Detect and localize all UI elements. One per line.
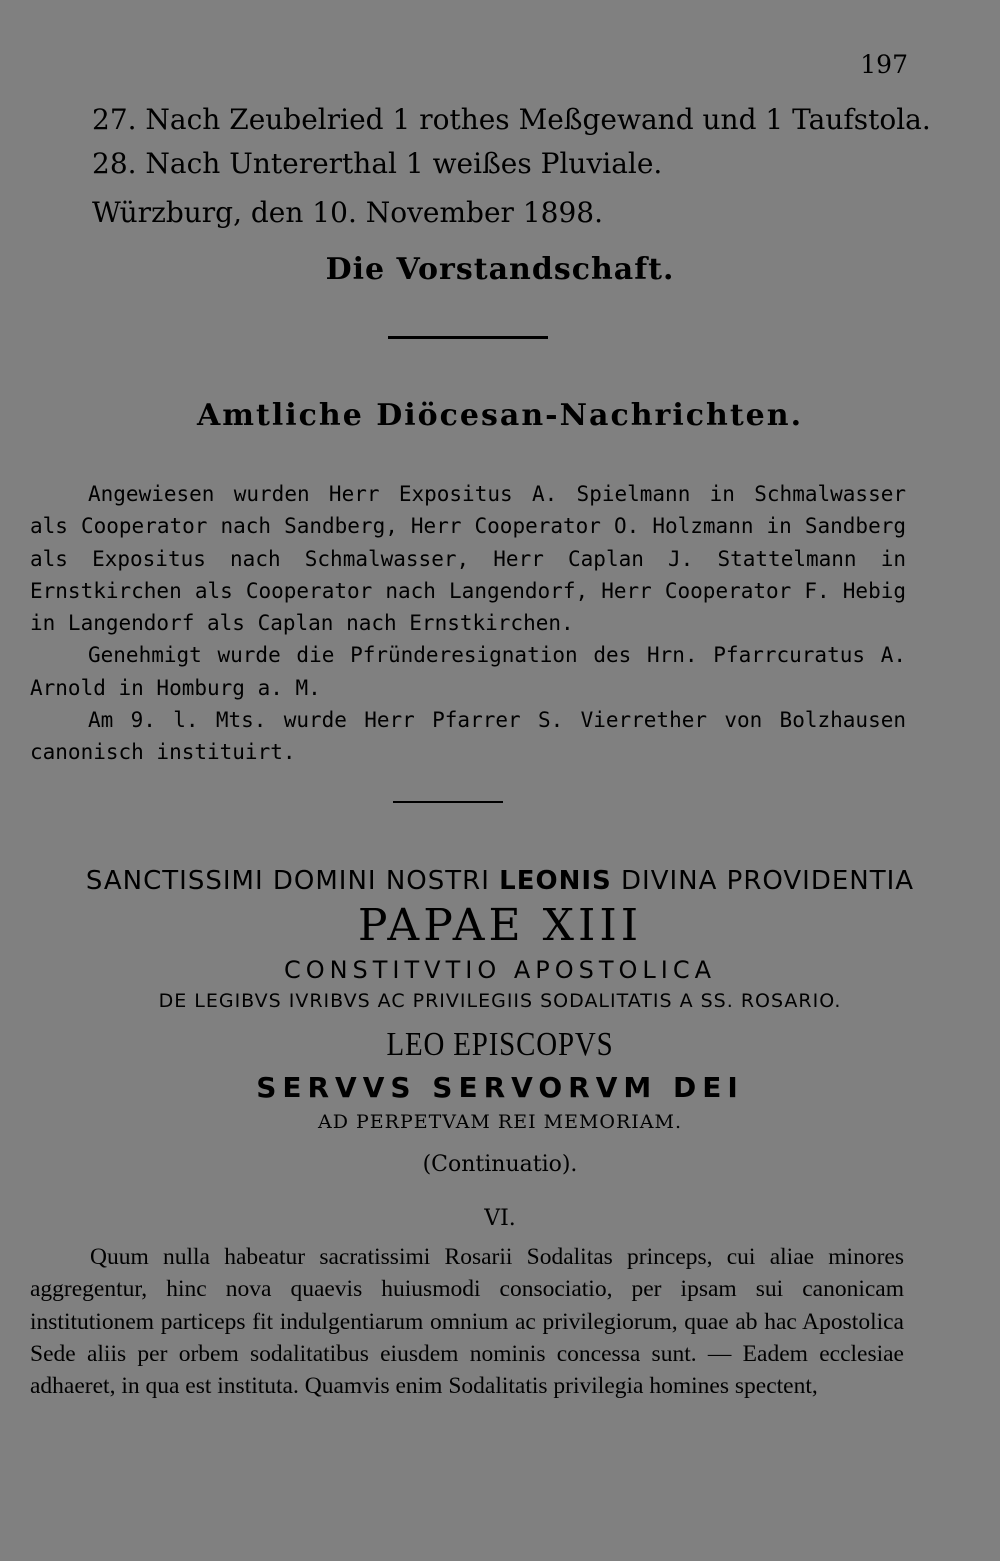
ad-perpetuam: AD PERPETVAM REI MEMORIAM.	[317, 1111, 683, 1133]
signature: Die Vorstandschaft.	[325, 252, 675, 287]
latin-body	[30, 1241, 904, 1402]
constitution-title-line	[0, 866, 1000, 896]
servus-servorum: SERVVS SERVORVM DEI	[256, 1071, 744, 1104]
dateline: Würzburg, den 10. November 1898.	[92, 196, 603, 229]
constitution-subject: DE LEGIBVS IVRIBVS AC PRIVILEGIIS SODALITATIS A SS. ROSARIO.	[158, 990, 842, 1012]
donation-list	[92, 98, 931, 186]
list-item: 28. Nach Untererthal 1 weißes Pluviale.	[92, 147, 663, 180]
notice-paragraph: Angewiesen wurden Herr Expositus A. Spielmann in Schmalwasser als Cooperator nach Sandberg, Herr Cooperator O. Holzmann in Sandberg als Expositus nach Schmalwasser, Herr Caplan J. Stattelmann in Ernstkirchen als Cooperator nach Langendorf, Herr Cooperator F. Hebig in Langendorf als Caplan nach Ernstkirchen.	[30, 482, 906, 636]
notice-paragraph: Am 9. l. Mts. wurde Herr Pfarrer S. Vierrether von Bolzhausen canonisch instituirt.	[30, 708, 906, 765]
section-number: VI.	[484, 1206, 516, 1231]
notices-block	[30, 478, 906, 769]
continuatio-label: (Continuatio).	[422, 1152, 578, 1177]
title-text-leonis: LEONIS	[499, 866, 612, 896]
section-divider	[388, 336, 548, 339]
page-number: 197	[860, 50, 908, 79]
list-item: 27. Nach Zeubelried 1 rothes Meßgewand und 1 Taufstola.	[92, 103, 931, 136]
section-divider	[393, 801, 503, 803]
constitutio-label: CONSTITVTIO APOSTOLICA	[283, 956, 717, 984]
papae-title: PAPAE XIII	[357, 900, 643, 951]
title-text-post: DIVINA PROVIDENTIA	[611, 866, 915, 896]
notice-paragraph: Genehmigt wurde die Pfründeresignation des Hrn. Pfarrcuratus A. Arnold in Homburg a. M.	[30, 643, 906, 700]
title-text-pre: SANCTISSIMI DOMINI NOSTRI	[85, 866, 500, 896]
notices-heading: Amtliche Diöcesan-Nachrichten.	[196, 398, 804, 433]
latin-paragraph: Quum nulla habeatur sacratissimi Rosarii Sodalitas princeps, cui aliae minores aggregentur, hinc nova quaevis huiusmodi consociatio, per ipsam sui canonicam institutionem particeps fit indulgentiarum omnium ac privilegiorum, quae ab hac Apostolica Sede aliis per orbem sodalitatibus eiusdem nominis concessa sunt. — Eadem ecclesiae adhaeret, in qua est instituta. Quamvis enim Sodalitatis privilegia homines spectent,	[30, 1244, 904, 1400]
leo-episcopus: LEO EPISCOPVS	[386, 1026, 614, 1063]
